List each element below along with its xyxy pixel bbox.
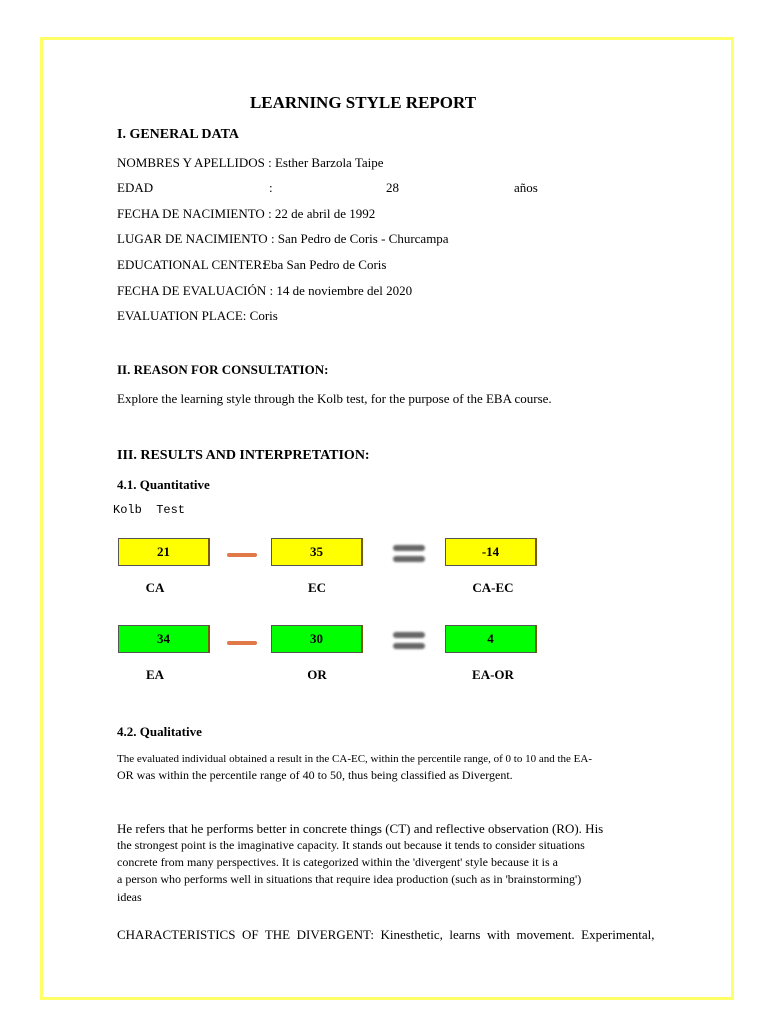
ea-value-box: 34 <box>118 625 210 653</box>
report-title: LEARNING STYLE REPORT <box>249 93 477 112</box>
center-label: EDUCATIONAL CENTER: <box>117 257 266 272</box>
ea-label: EA <box>145 667 165 682</box>
ca-ec-result-box: -14 <box>445 538 537 566</box>
quantitative-heading: 4.1. Quantitative <box>117 477 210 492</box>
qualitative-line-2: OR was within the percentile range of 40 to 50, thus being classified as Divergent. <box>117 768 513 782</box>
paragraph-line-4: a person who performs well in situations that require idea production (such as in 'brainstorming') <box>117 872 582 886</box>
minus-icon <box>227 641 257 645</box>
reason-heading: II. REASON FOR CONSULTATION: <box>117 362 329 377</box>
equals-icon <box>393 545 425 565</box>
names-line: NOMBRES Y APELLIDOS : Esther Barzola Taipe <box>117 155 384 170</box>
ea-or-label: EA-OR <box>472 667 514 682</box>
characteristics-line: CHARACTERISTICS OF THE DIVERGENT: Kinesthetic, learns with movement. Experimental, <box>117 927 655 942</box>
paragraph-line-1: He refers that he performs better in concrete things (CT) and reflective observation (RO). His <box>117 821 604 836</box>
ec-label: EC <box>307 580 327 595</box>
ea-or-result-box: 4 <box>445 625 537 653</box>
age-colon: : <box>269 180 273 195</box>
ca-value-box: 21 <box>118 538 210 566</box>
age-label: EDAD <box>117 180 154 195</box>
paragraph-line-3: concrete from many perspectives. It is categorized within the 'divergent' style because it is a <box>117 855 558 869</box>
equals-icon <box>393 632 425 652</box>
paragraph-line-2: the strongest point is the imaginative capacity. It stands out because it tends to consider situations <box>117 838 585 852</box>
ca-ec-label: CA-EC <box>472 580 514 595</box>
minus-icon <box>227 553 257 557</box>
age-value: 28 <box>386 180 399 195</box>
age-unit: años <box>514 180 538 195</box>
general-data-heading: I. GENERAL DATA <box>117 127 240 142</box>
qualitative-heading: 4.2. Qualitative <box>117 724 202 739</box>
center-value: Eba San Pedro de Coris <box>263 257 387 272</box>
ca-label: CA <box>145 580 165 595</box>
birth-place-line: LUGAR DE NACIMIENTO : San Pedro de Coris - Churcampa <box>117 231 449 246</box>
or-value-box: 30 <box>271 625 363 653</box>
results-heading: III. RESULTS AND INTERPRETATION: <box>117 448 370 463</box>
paragraph-line-5: ideas <box>117 890 142 904</box>
qualitative-line-1: The evaluated individual obtained a result in the CA-EC, within the percentile range, of 0 to 10 and the EA- <box>117 753 592 765</box>
ec-value-box: 35 <box>271 538 363 566</box>
test-name: Kolb Test <box>113 503 186 517</box>
or-label: OR <box>307 667 327 682</box>
eval-date-line: FECHA DE EVALUACIÓN : 14 de noviembre del 2020 <box>117 283 413 298</box>
birth-date-line: FECHA DE NACIMIENTO : 22 de abril de 1992 <box>117 206 376 221</box>
eval-place-line: EVALUATION PLACE: Coris <box>117 308 278 323</box>
reason-text: Explore the learning style through the Kolb test, for the purpose of the EBA course. <box>117 391 552 406</box>
